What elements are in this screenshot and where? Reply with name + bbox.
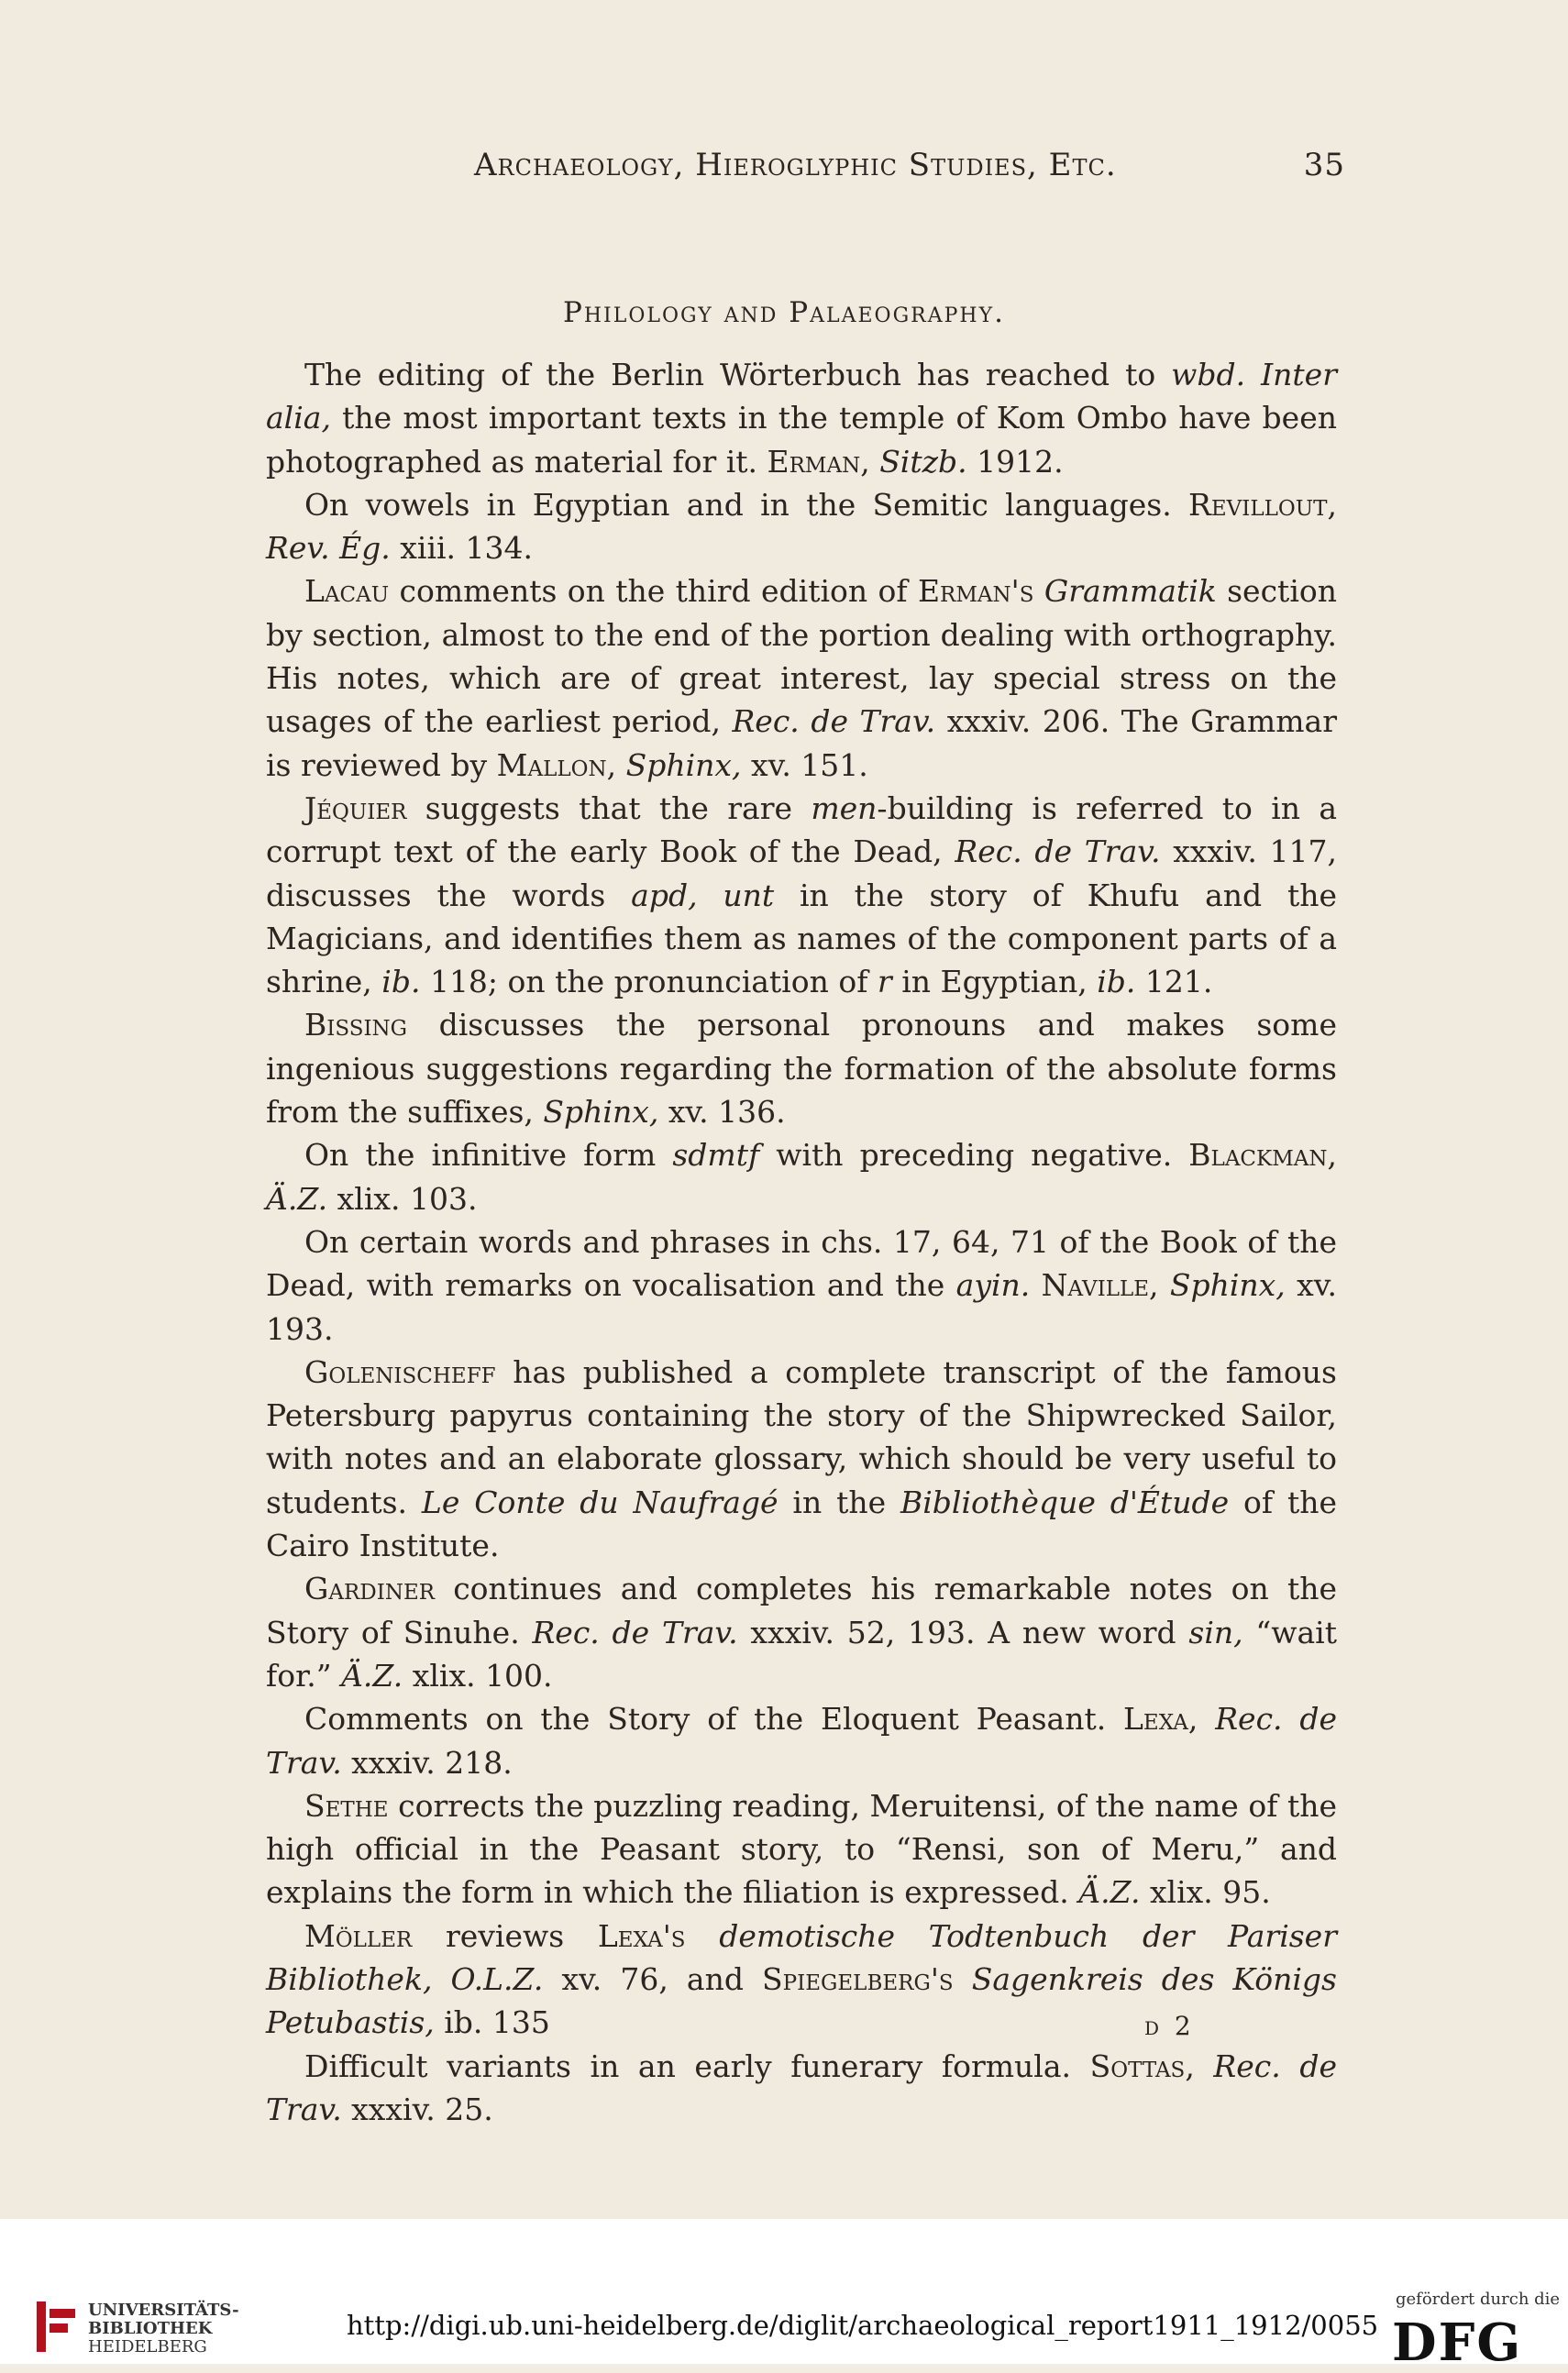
paragraph	[266, 1220, 1337, 1351]
italic-run: Sphinx,	[543, 1094, 659, 1131]
author-name: Golenischeff	[304, 1353, 496, 1390]
text-run: The editing of the Berlin Wörterbuch has reached to	[304, 357, 1172, 392]
italic-run: wbd.	[1171, 357, 1246, 392]
text-run: 121.	[1135, 964, 1213, 1000]
text-run: in Egyptian,	[891, 964, 1098, 1000]
italic-run: Inter alia,	[266, 357, 1337, 436]
text-run: xlix. 95.	[1140, 1874, 1271, 1911]
funded-by-label: gefördert durch die	[1396, 2290, 1561, 2309]
paragraph	[266, 2045, 1337, 2132]
text-run: ,	[1185, 2047, 1214, 2084]
text-run: of the Cairo Institute.	[266, 1484, 1338, 1564]
paragraph	[266, 1351, 1337, 1567]
author-name: Mallon	[496, 746, 607, 783]
text-run: corrects the puzzling reading, Meruitensi, of the name of the high official in the Peasant story, to “Rensi, son of Meru,” and explains the form in which the filiation is expressed.	[266, 1787, 1337, 1911]
text-run: discusses the personal pronouns and makes some ingenious suggestions regarding the formation of the absolute forms from the suffixes,	[266, 1007, 1337, 1131]
italic-run: apd, unt	[631, 877, 775, 913]
source-url-link[interactable]: http://digi.ub.uni-heidelberg.de/diglit/archaeological_report1911_1912/0055	[347, 2310, 1379, 2341]
text-run: suggests that the rare	[406, 789, 812, 826]
text-run: “wait for.”	[266, 1614, 1337, 1694]
author-name: Erman	[767, 443, 861, 480]
text-run: ,	[1149, 1267, 1170, 1304]
library-logo-icon	[37, 2301, 75, 2352]
text-run: On certain words and phrases in chs. 17, 64, 71 of the Book of the Dead, with remarks on vocalisation and the	[266, 1223, 1337, 1304]
text-run: Difficult variants in an early funerary formula.	[304, 2047, 1090, 2084]
author-name: Revillout	[1188, 486, 1328, 523]
signature-mark: d 2	[1144, 2011, 1195, 2041]
italic-run: Sagenkreis des Königs Petubastis,	[266, 1960, 1337, 2041]
italic-run: Grammatik	[1043, 573, 1217, 610]
italic-run: Rec. de Trav.	[532, 1614, 738, 1650]
text-run: in the story of Khufu and the Magicians, and identifies them as names of the component parts of a shrine,	[266, 877, 1337, 1000]
paragraph	[266, 1133, 1337, 1220]
italic-run: Rec. de Trav.	[266, 1701, 1337, 1781]
italic-run: ib.	[381, 964, 421, 1000]
text-run: xxxiv. 25.	[341, 2091, 493, 2127]
text-run	[1033, 573, 1043, 609]
text-run: xlix. 100.	[403, 1657, 553, 1694]
author-name: Spiegelberg's	[762, 1960, 954, 1997]
text-run: xxxiv. 218.	[341, 1744, 513, 1781]
italic-run: O.L.Z.	[450, 1960, 544, 1997]
text-run: 1912.	[966, 443, 1064, 480]
text-run: in the	[778, 1484, 900, 1520]
author-name: Blackman	[1188, 1137, 1328, 1174]
author-name: Jéquier	[304, 789, 407, 826]
library-name	[88, 2301, 239, 2356]
italic-run: Bibliothèque d'Étude	[900, 1484, 1230, 1520]
section-title: Philology and Palaeography.	[563, 296, 1005, 329]
text-run: xxxiv. 52, 193. A new word	[737, 1614, 1189, 1650]
author-name: Bissing	[304, 1007, 408, 1043]
text-run: On vowels in Egyptian and in the Semitic languages.	[304, 486, 1189, 523]
author-name: Erman's	[917, 573, 1034, 610]
text-run: ,	[1327, 1137, 1337, 1174]
italic-run: Rec. de Trav.	[266, 2047, 1337, 2127]
author-name: Gardiner	[304, 1571, 436, 1607]
italic-run: sin,	[1188, 1614, 1243, 1650]
paragraph	[266, 787, 1337, 1003]
italic-run: Rev. Ég.	[266, 530, 391, 567]
author-name: Sottas	[1089, 2047, 1186, 2084]
author-name: Sethe	[304, 1787, 389, 1824]
text-run: xv. 193.	[266, 1267, 1337, 1347]
text-run: xv. 76, and	[543, 1960, 763, 1997]
text-run	[1030, 1267, 1041, 1303]
author-name: Naville	[1041, 1267, 1150, 1304]
library-name-line: UNIVERSITÄTS-	[88, 2301, 239, 2320]
text-run: xiii. 134.	[390, 530, 534, 567]
italic-run: r	[877, 964, 892, 1000]
page-number: 35	[1303, 147, 1345, 183]
text-run: Comments on the Story of the Eloquent Peasant.	[304, 1701, 1124, 1738]
paragraph	[266, 1567, 1337, 1697]
author-name: Lexa	[1123, 1701, 1188, 1738]
italic-run: ayin.	[955, 1267, 1031, 1304]
text-run: xxxiv. 206. The Grammar is reviewed by	[266, 703, 1337, 783]
paragraph	[266, 1697, 1337, 1784]
italic-run: sdmtf	[672, 1137, 760, 1174]
text-run: xv. 151.	[741, 746, 868, 783]
text-run: comments on the third edition of	[389, 573, 918, 610]
text-run: ,	[606, 746, 626, 783]
italic-run: demotische Todtenbuch der Pariser Bibliothek,	[266, 1917, 1337, 1997]
italic-run: men	[811, 789, 878, 826]
library-name-line: BIBLIOTHEK	[88, 2319, 213, 2338]
text-run: with preceding negative.	[759, 1137, 1189, 1174]
body-text	[266, 353, 1337, 2131]
text-run: ,	[1187, 1701, 1216, 1738]
paragraph	[266, 483, 1337, 570]
paragraph	[266, 1003, 1337, 1133]
text-run: On the infinitive form	[304, 1137, 673, 1174]
italic-run: Le Conte du Naufragé	[421, 1484, 778, 1520]
text-run: has published a complete transcript of the famous Petersburg papyrus containing the story of the Shipwrecked Sailor, with notes and an elaborate glossary, which should be very useful to students.	[266, 1353, 1337, 1520]
author-name: Lacau	[304, 573, 390, 610]
italic-run: Sphinx,	[1169, 1267, 1286, 1304]
paragraph	[266, 353, 1337, 483]
dfg-logo: DFG	[1392, 2312, 1523, 2373]
author-name: Möller	[304, 1917, 413, 1954]
italic-run: Rec. de Trav.	[732, 703, 936, 740]
text-run: xxxiv. 117, discusses the words	[266, 833, 1338, 913]
text-run: section by section, almost to the end of the portion dealing with orthography. His notes, which are of great interest, lay special stress on the usages of the earliest period,	[266, 573, 1337, 740]
text-run: the most important texts in the temple of Kom Ombo have been photographed as material for it.	[266, 400, 1337, 480]
paragraph	[266, 1784, 1337, 1915]
paragraph	[266, 569, 1337, 786]
italic-run: Sphinx,	[625, 746, 742, 783]
italic-run: Rec. de Trav.	[955, 833, 1161, 870]
italic-run: ib.	[1097, 964, 1136, 1000]
text-run: ,	[860, 443, 880, 480]
text-run	[1245, 357, 1261, 392]
text-run	[686, 1918, 720, 1954]
italic-run: Ä.Z.	[266, 1180, 328, 1217]
text-run: xv. 136.	[658, 1094, 786, 1131]
author-name: Lexa's	[597, 1917, 686, 1954]
text-run: xlix. 103.	[327, 1180, 478, 1217]
text-run: 118; on the pronunciation of	[420, 964, 878, 1000]
running-head-title: Archaeology, Hieroglyphic Studies, Etc.	[474, 147, 1117, 183]
text-run: reviews	[412, 1917, 598, 1954]
text-run	[954, 1961, 972, 1997]
italic-run: Ä.Z.	[341, 1657, 403, 1694]
text-run: continues and completes his remarkable notes on the Story of Sinuhe.	[266, 1571, 1337, 1650]
text-run: ,	[1327, 486, 1337, 523]
italic-run: Sitzb.	[879, 443, 967, 480]
italic-run: Ä.Z.	[1078, 1874, 1141, 1911]
text-run: -building is referred to in a corrupt text of the early Book of the Dead,	[266, 789, 1338, 870]
library-name-line: HEIDELBERG	[88, 2337, 207, 2356]
text-run	[432, 1961, 450, 1997]
text-run: ib. 135	[434, 2004, 550, 2041]
